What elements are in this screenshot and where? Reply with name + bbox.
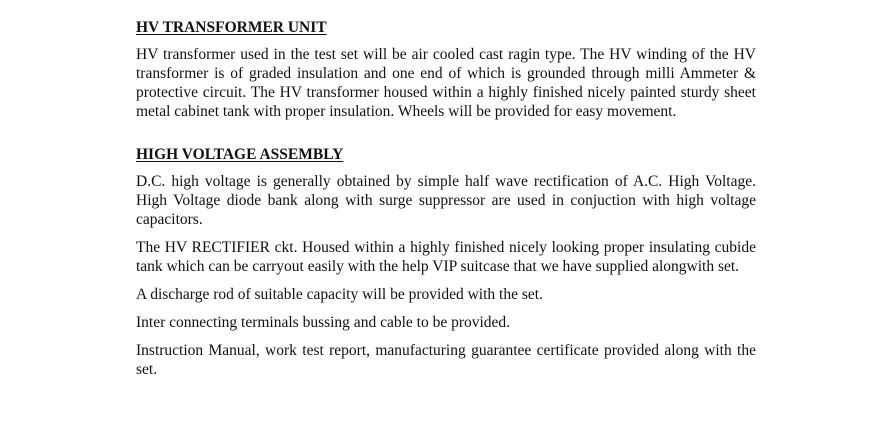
paragraph-interconnecting-terminals: Inter connecting terminals bussing and cable to be provided. [136, 314, 511, 331]
section-heading-hv-transformer-unit: HV TRANSFORMER UNIT [136, 19, 327, 36]
document-page [136, 0, 756, 379]
paragraph-dc-high-voltage: D.C. high voltage is generally obtained by simple half wave rectification of A.C. High Voltage. High Voltage diode bank along with surge suppressor are used in conjuction with high voltage capacitors. [136, 173, 756, 228]
paragraph-instruction-manual: Instruction Manual, work test report, manufacturing guarantee certificate provided along with the set. [136, 342, 756, 378]
paragraph-discharge-rod: A discharge rod of suitable capacity will be provided with the set. [136, 286, 543, 303]
paragraph-hv-transformer-description: HV transformer used in the test set will be air cooled cast ragin type. The HV winding of the HV transformer is of graded insulation and one end of which is grounded through milli Ammeter & protective circuit. The HV transformer housed within a highly finished nicely painted sturdy sheet metal cabinet tank with proper insulation. Wheels will be provided for easy movement. [136, 46, 756, 120]
paragraph-hv-rectifier: The HV RECTIFIER ckt. Housed within a highly finished nicely looking proper insulating cubide tank which can be carryout easily with the help VIP suitcase that we have supplied alongwith set. [136, 239, 756, 275]
section-heading-high-voltage-assembly: HIGH VOLTAGE ASSEMBLY [136, 146, 344, 163]
